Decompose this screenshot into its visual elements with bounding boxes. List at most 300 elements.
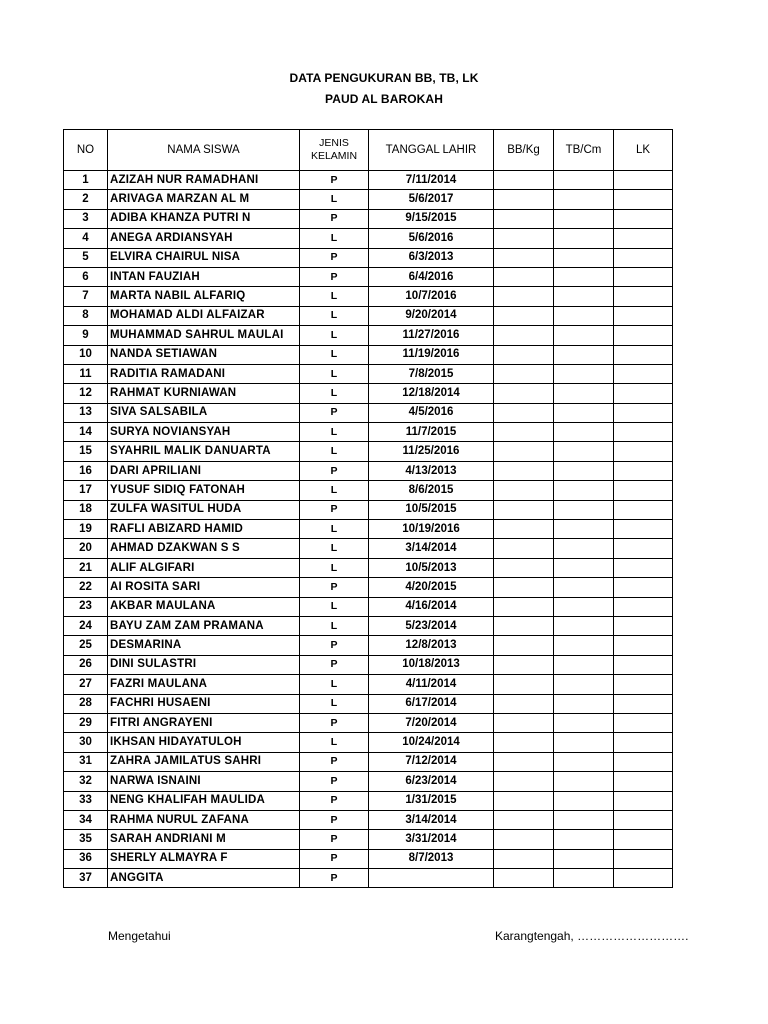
cell-tb: [554, 229, 614, 248]
cell-lk: [614, 190, 673, 209]
cell-jenis-kelamin: P: [300, 578, 369, 597]
cell-no: 29: [64, 713, 108, 732]
cell-tb: [554, 461, 614, 480]
cell-no: 10: [64, 345, 108, 364]
cell-bb: [494, 326, 554, 345]
cell-no: 14: [64, 423, 108, 442]
cell-bb: [494, 306, 554, 325]
cell-tanggal-lahir: 12/18/2014: [369, 384, 494, 403]
cell-jenis-kelamin: L: [300, 481, 369, 500]
table-row: [64, 520, 673, 539]
cell-jenis-kelamin: P: [300, 772, 369, 791]
cell-jenis-kelamin: L: [300, 597, 369, 616]
table-row: [64, 461, 673, 480]
cell-bb: [494, 655, 554, 674]
cell-bb: [494, 209, 554, 228]
cell-lk: [614, 423, 673, 442]
header-jenis-kelamin: JENIS KELAMIN: [300, 130, 369, 171]
table-row: [64, 713, 673, 732]
cell-no: 27: [64, 675, 108, 694]
cell-tb: [554, 616, 614, 635]
cell-jenis-kelamin: P: [300, 830, 369, 849]
cell-jenis-kelamin: L: [300, 345, 369, 364]
table-row: [64, 694, 673, 713]
cell-tb: [554, 791, 614, 810]
cell-bb: [494, 713, 554, 732]
cell-bb: [494, 636, 554, 655]
cell-bb: [494, 810, 554, 829]
cell-bb: [494, 752, 554, 771]
table-row: [64, 171, 673, 190]
cell-tb: [554, 539, 614, 558]
table-row: [64, 675, 673, 694]
cell-tb: [554, 423, 614, 442]
cell-tanggal-lahir: [369, 869, 494, 888]
cell-tanggal-lahir: 8/7/2013: [369, 849, 494, 868]
cell-tanggal-lahir: 4/5/2016: [369, 403, 494, 422]
cell-no: 35: [64, 830, 108, 849]
cell-bb: [494, 597, 554, 616]
cell-jenis-kelamin: P: [300, 849, 369, 868]
cell-lk: [614, 772, 673, 791]
cell-tanggal-lahir: 11/19/2016: [369, 345, 494, 364]
cell-tb: [554, 326, 614, 345]
cell-lk: [614, 326, 673, 345]
cell-no: 5: [64, 248, 108, 267]
cell-jenis-kelamin: P: [300, 209, 369, 228]
table-row: [64, 636, 673, 655]
cell-tb: [554, 248, 614, 267]
table-row: [64, 306, 673, 325]
cell-no: 17: [64, 481, 108, 500]
cell-tanggal-lahir: 10/24/2014: [369, 733, 494, 752]
footer-mengetahui: Mengetahui: [108, 929, 171, 943]
cell-bb: [494, 345, 554, 364]
cell-no: 31: [64, 752, 108, 771]
cell-tanggal-lahir: 3/14/2014: [369, 539, 494, 558]
cell-no: 23: [64, 597, 108, 616]
cell-nama-siswa: RAHMA NURUL ZAFANA: [108, 810, 300, 829]
cell-bb: [494, 539, 554, 558]
cell-tb: [554, 345, 614, 364]
table-row: [64, 423, 673, 442]
cell-nama-siswa: RAHMAT KURNIAWAN: [108, 384, 300, 403]
cell-jenis-kelamin: L: [300, 520, 369, 539]
cell-tanggal-lahir: 9/15/2015: [369, 209, 494, 228]
cell-no: 6: [64, 267, 108, 286]
header-tanggal-lahir: TANGGAL LAHIR: [369, 130, 494, 171]
cell-no: 33: [64, 791, 108, 810]
cell-jenis-kelamin: L: [300, 675, 369, 694]
cell-tb: [554, 869, 614, 888]
table-row: [64, 287, 673, 306]
cell-tb: [554, 713, 614, 732]
cell-nama-siswa: NARWA ISNAINI: [108, 772, 300, 791]
table-row: [64, 209, 673, 228]
cell-tanggal-lahir: 4/20/2015: [369, 578, 494, 597]
cell-tb: [554, 578, 614, 597]
cell-lk: [614, 597, 673, 616]
cell-tanggal-lahir: 8/6/2015: [369, 481, 494, 500]
table-row: [64, 752, 673, 771]
cell-bb: [494, 461, 554, 480]
cell-lk: [614, 384, 673, 403]
cell-lk: [614, 267, 673, 286]
cell-tb: [554, 364, 614, 383]
cell-tanggal-lahir: 1/31/2015: [369, 791, 494, 810]
cell-lk: [614, 500, 673, 519]
table-row: [64, 830, 673, 849]
table-row: [64, 539, 673, 558]
cell-jenis-kelamin: L: [300, 733, 369, 752]
cell-bb: [494, 869, 554, 888]
cell-bb: [494, 772, 554, 791]
cell-tanggal-lahir: 5/6/2016: [369, 229, 494, 248]
header-bb: BB/Kg: [494, 130, 554, 171]
cell-tanggal-lahir: 10/19/2016: [369, 520, 494, 539]
cell-bb: [494, 423, 554, 442]
cell-lk: [614, 616, 673, 635]
cell-tanggal-lahir: 10/5/2013: [369, 558, 494, 577]
cell-tanggal-lahir: 6/3/2013: [369, 248, 494, 267]
cell-nama-siswa: ARIVAGA MARZAN AL M: [108, 190, 300, 209]
cell-jenis-kelamin: P: [300, 500, 369, 519]
cell-bb: [494, 849, 554, 868]
cell-nama-siswa: IKHSAN HIDAYATULOH: [108, 733, 300, 752]
cell-tb: [554, 500, 614, 519]
table-row: [64, 869, 673, 888]
cell-no: 11: [64, 364, 108, 383]
cell-tanggal-lahir: 5/23/2014: [369, 616, 494, 635]
cell-lk: [614, 520, 673, 539]
table-row: [64, 403, 673, 422]
cell-tanggal-lahir: 7/11/2014: [369, 171, 494, 190]
document-title: DATA PENGUKURAN BB, TB, LK: [289, 71, 479, 85]
cell-no: 18: [64, 500, 108, 519]
cell-tb: [554, 597, 614, 616]
cell-tb: [554, 306, 614, 325]
cell-bb: [494, 267, 554, 286]
table-row: [64, 500, 673, 519]
table-row: [64, 558, 673, 577]
cell-bb: [494, 616, 554, 635]
cell-tb: [554, 287, 614, 306]
cell-tanggal-lahir: 11/7/2015: [369, 423, 494, 442]
table-row: [64, 616, 673, 635]
cell-jenis-kelamin: P: [300, 636, 369, 655]
document-subtitle: PAUD AL BAROKAH: [325, 92, 443, 106]
header-tb: TB/Cm: [554, 130, 614, 171]
cell-lk: [614, 229, 673, 248]
cell-no: 15: [64, 442, 108, 461]
cell-jenis-kelamin: L: [300, 364, 369, 383]
cell-nama-siswa: NENG KHALIFAH MAULIDA: [108, 791, 300, 810]
cell-nama-siswa: ADIBA KHANZA PUTRI N: [108, 209, 300, 228]
cell-lk: [614, 345, 673, 364]
cell-nama-siswa: MUHAMMAD SAHRUL MAULAI: [108, 326, 300, 345]
cell-jenis-kelamin: L: [300, 384, 369, 403]
table-row: [64, 442, 673, 461]
cell-lk: [614, 830, 673, 849]
cell-bb: [494, 171, 554, 190]
cell-no: 24: [64, 616, 108, 635]
cell-tanggal-lahir: 3/14/2014: [369, 810, 494, 829]
cell-no: 28: [64, 694, 108, 713]
cell-lk: [614, 481, 673, 500]
cell-jenis-kelamin: P: [300, 713, 369, 732]
cell-no: 25: [64, 636, 108, 655]
cell-tb: [554, 171, 614, 190]
cell-nama-siswa: SIVA SALSABILA: [108, 403, 300, 422]
cell-bb: [494, 520, 554, 539]
table-row: [64, 481, 673, 500]
cell-nama-siswa: DINI SULASTRI: [108, 655, 300, 674]
table-row: [64, 849, 673, 868]
cell-no: 3: [64, 209, 108, 228]
cell-lk: [614, 539, 673, 558]
cell-lk: [614, 713, 673, 732]
cell-tb: [554, 636, 614, 655]
cell-bb: [494, 733, 554, 752]
cell-nama-siswa: AZIZAH NUR RAMADHANI: [108, 171, 300, 190]
cell-jenis-kelamin: L: [300, 326, 369, 345]
table-row: [64, 791, 673, 810]
cell-no: 26: [64, 655, 108, 674]
cell-jenis-kelamin: P: [300, 869, 369, 888]
cell-lk: [614, 461, 673, 480]
cell-lk: [614, 248, 673, 267]
cell-lk: [614, 655, 673, 674]
cell-no: 7: [64, 287, 108, 306]
cell-jenis-kelamin: L: [300, 306, 369, 325]
cell-tanggal-lahir: 6/4/2016: [369, 267, 494, 286]
cell-lk: [614, 364, 673, 383]
cell-bb: [494, 442, 554, 461]
cell-nama-siswa: YUSUF SIDIQ FATONAH: [108, 481, 300, 500]
cell-no: 19: [64, 520, 108, 539]
cell-no: 13: [64, 403, 108, 422]
cell-tanggal-lahir: 6/17/2014: [369, 694, 494, 713]
cell-tb: [554, 655, 614, 674]
cell-nama-siswa: ZULFA WASITUL HUDA: [108, 500, 300, 519]
table-row: [64, 772, 673, 791]
cell-nama-siswa: FAZRI MAULANA: [108, 675, 300, 694]
cell-tanggal-lahir: 4/11/2014: [369, 675, 494, 694]
cell-jenis-kelamin: P: [300, 810, 369, 829]
table-header-row: [64, 130, 673, 171]
cell-nama-siswa: SARAH ANDRIANI M: [108, 830, 300, 849]
cell-nama-siswa: ANGGITA: [108, 869, 300, 888]
cell-tanggal-lahir: 7/20/2014: [369, 713, 494, 732]
cell-lk: [614, 442, 673, 461]
table-row: [64, 190, 673, 209]
cell-jenis-kelamin: P: [300, 752, 369, 771]
table-row: [64, 733, 673, 752]
cell-tb: [554, 442, 614, 461]
cell-nama-siswa: FACHRI HUSAENI: [108, 694, 300, 713]
cell-nama-siswa: AHMAD DZAKWAN S S: [108, 539, 300, 558]
cell-bb: [494, 830, 554, 849]
cell-lk: [614, 558, 673, 577]
cell-jenis-kelamin: P: [300, 171, 369, 190]
cell-nama-siswa: SYAHRIL MALIK DANUARTA: [108, 442, 300, 461]
cell-tanggal-lahir: 3/31/2014: [369, 830, 494, 849]
table-row: [64, 267, 673, 286]
cell-bb: [494, 229, 554, 248]
cell-no: 16: [64, 461, 108, 480]
cell-jenis-kelamin: P: [300, 461, 369, 480]
cell-tb: [554, 675, 614, 694]
cell-nama-siswa: MOHAMAD ALDI ALFAIZAR: [108, 306, 300, 325]
cell-tanggal-lahir: 7/12/2014: [369, 752, 494, 771]
cell-jenis-kelamin: P: [300, 403, 369, 422]
cell-nama-siswa: ELVIRA CHAIRUL NISA: [108, 248, 300, 267]
cell-tanggal-lahir: 7/8/2015: [369, 364, 494, 383]
cell-jenis-kelamin: P: [300, 655, 369, 674]
cell-no: 4: [64, 229, 108, 248]
cell-jenis-kelamin: L: [300, 229, 369, 248]
cell-lk: [614, 694, 673, 713]
cell-tb: [554, 267, 614, 286]
cell-jenis-kelamin: L: [300, 287, 369, 306]
cell-bb: [494, 384, 554, 403]
cell-nama-siswa: RAFLI ABIZARD HAMID: [108, 520, 300, 539]
cell-tb: [554, 520, 614, 539]
cell-lk: [614, 306, 673, 325]
cell-jenis-kelamin: L: [300, 694, 369, 713]
cell-tb: [554, 190, 614, 209]
cell-bb: [494, 287, 554, 306]
cell-bb: [494, 190, 554, 209]
cell-tb: [554, 403, 614, 422]
cell-lk: [614, 578, 673, 597]
cell-lk: [614, 636, 673, 655]
footer-place-date: Karangtengah, ……………………….: [495, 929, 689, 943]
cell-tb: [554, 733, 614, 752]
cell-lk: [614, 403, 673, 422]
cell-bb: [494, 578, 554, 597]
cell-lk: [614, 287, 673, 306]
cell-no: 9: [64, 326, 108, 345]
table-row: [64, 248, 673, 267]
cell-no: 22: [64, 578, 108, 597]
header-no: NO: [64, 130, 108, 171]
cell-nama-siswa: INTAN FAUZIAH: [108, 267, 300, 286]
header-lk: LK: [614, 130, 673, 171]
cell-nama-siswa: AI ROSITA SARI: [108, 578, 300, 597]
cell-tb: [554, 810, 614, 829]
cell-nama-siswa: DESMARINA: [108, 636, 300, 655]
cell-tb: [554, 481, 614, 500]
cell-nama-siswa: MARTA NABIL ALFARIQ: [108, 287, 300, 306]
table-row: [64, 655, 673, 674]
table-row: [64, 364, 673, 383]
cell-tb: [554, 849, 614, 868]
cell-nama-siswa: BAYU ZAM ZAM PRAMANA: [108, 616, 300, 635]
cell-tanggal-lahir: 4/13/2013: [369, 461, 494, 480]
cell-tanggal-lahir: 4/16/2014: [369, 597, 494, 616]
cell-no: 2: [64, 190, 108, 209]
table-row: [64, 326, 673, 345]
cell-jenis-kelamin: P: [300, 248, 369, 267]
cell-tanggal-lahir: 12/8/2013: [369, 636, 494, 655]
cell-tb: [554, 752, 614, 771]
cell-bb: [494, 403, 554, 422]
cell-no: 30: [64, 733, 108, 752]
cell-bb: [494, 248, 554, 267]
cell-tb: [554, 772, 614, 791]
cell-no: 1: [64, 171, 108, 190]
cell-no: 21: [64, 558, 108, 577]
table-row: [64, 597, 673, 616]
cell-tanggal-lahir: 11/25/2016: [369, 442, 494, 461]
cell-tanggal-lahir: 10/18/2013: [369, 655, 494, 674]
cell-bb: [494, 500, 554, 519]
cell-jenis-kelamin: L: [300, 539, 369, 558]
cell-nama-siswa: FITRI ANGRAYENI: [108, 713, 300, 732]
table-row: [64, 578, 673, 597]
cell-nama-siswa: NANDA SETIAWAN: [108, 345, 300, 364]
cell-bb: [494, 364, 554, 383]
table-body: [64, 171, 673, 888]
cell-tb: [554, 384, 614, 403]
header-nama-siswa: NAMA SISWA: [108, 130, 300, 171]
cell-nama-siswa: SURYA NOVIANSYAH: [108, 423, 300, 442]
cell-no: 32: [64, 772, 108, 791]
cell-nama-siswa: ALIF ALGIFARI: [108, 558, 300, 577]
cell-lk: [614, 752, 673, 771]
cell-tb: [554, 694, 614, 713]
table-row: [64, 384, 673, 403]
cell-lk: [614, 733, 673, 752]
cell-lk: [614, 869, 673, 888]
cell-tanggal-lahir: 10/7/2016: [369, 287, 494, 306]
cell-no: 36: [64, 849, 108, 868]
cell-jenis-kelamin: L: [300, 442, 369, 461]
cell-bb: [494, 791, 554, 810]
cell-lk: [614, 791, 673, 810]
table-row: [64, 810, 673, 829]
cell-bb: [494, 675, 554, 694]
cell-no: 37: [64, 869, 108, 888]
cell-nama-siswa: ZAHRA JAMILATUS SAHRI: [108, 752, 300, 771]
cell-tb: [554, 558, 614, 577]
cell-no: 12: [64, 384, 108, 403]
cell-jenis-kelamin: P: [300, 791, 369, 810]
cell-tanggal-lahir: 5/6/2017: [369, 190, 494, 209]
cell-no: 8: [64, 306, 108, 325]
cell-lk: [614, 849, 673, 868]
cell-bb: [494, 558, 554, 577]
cell-nama-siswa: ANEGA ARDIANSYAH: [108, 229, 300, 248]
cell-tanggal-lahir: 6/23/2014: [369, 772, 494, 791]
cell-jenis-kelamin: L: [300, 558, 369, 577]
cell-nama-siswa: DARI APRILIANI: [108, 461, 300, 480]
cell-lk: [614, 810, 673, 829]
cell-lk: [614, 675, 673, 694]
cell-no: 20: [64, 539, 108, 558]
cell-tb: [554, 209, 614, 228]
cell-bb: [494, 694, 554, 713]
cell-lk: [614, 209, 673, 228]
table-row: [64, 345, 673, 364]
cell-no: 34: [64, 810, 108, 829]
cell-jenis-kelamin: L: [300, 423, 369, 442]
cell-jenis-kelamin: L: [300, 190, 369, 209]
cell-tb: [554, 830, 614, 849]
cell-tanggal-lahir: 10/5/2015: [369, 500, 494, 519]
cell-tanggal-lahir: 9/20/2014: [369, 306, 494, 325]
